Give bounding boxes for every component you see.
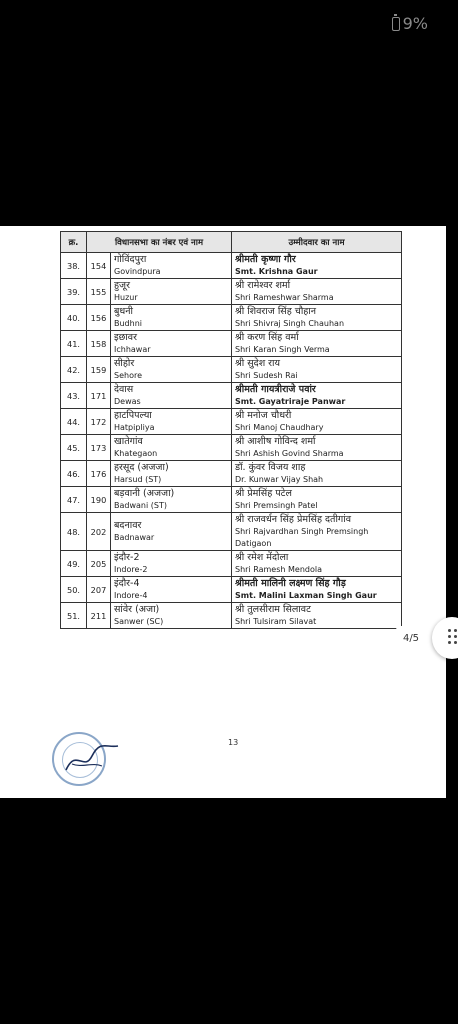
candidate-name [232, 513, 402, 551]
constituency-name [111, 551, 232, 577]
constituency-number: 155 [87, 279, 111, 305]
table-header-row [61, 232, 402, 253]
constituency-number: 211 [87, 603, 111, 629]
candidate-name-hindi: श्रीमती मालिनी लक्ष्मण सिंह गौड़ [235, 578, 346, 589]
constituency-name-hindi: खातेगांव [114, 436, 143, 447]
constituency-name-english: Sanwer (SC) [114, 617, 164, 626]
serial-number: 45. [61, 435, 87, 461]
constituency-name-hindi: सांवेर (अजा) [114, 604, 160, 615]
candidate-name-english: Shri Ashish Govind Sharma [235, 449, 344, 458]
constituency-name-hindi: हाटपिपल्या [114, 410, 152, 421]
constituency-name [111, 487, 232, 513]
page-number: 13 [228, 738, 239, 747]
candidate-name-hindi: श्री आशीष गोविन्द शर्मा [235, 436, 316, 447]
candidate-name-english: Shri Rameshwar Sharma [235, 293, 334, 302]
serial-number: 49. [61, 551, 87, 577]
constituency-name-hindi: हरसूद (अजजा) [114, 462, 169, 473]
candidate-name-english: Shri Tulsiram Silavat [235, 617, 317, 626]
candidate-name-hindi: श्री राजवर्धन सिंह प्रेमसिंह दतीगांव [235, 514, 352, 525]
constituency-name-hindi: गोविंदपुरा [114, 254, 147, 265]
battery-level: 9% [402, 14, 428, 33]
candidate-name-hindi: श्री प्रेमसिंह पटेल [235, 488, 292, 499]
constituency-name [111, 435, 232, 461]
candidate-name-hindi: श्री सुदेश राय [235, 358, 281, 369]
constituency-number: 190 [87, 487, 111, 513]
header-candidate: उम्मीदवार का नाम [232, 232, 402, 253]
constituency-name-hindi: इछावर [114, 332, 137, 343]
serial-number: 38. [61, 253, 87, 279]
candidate-name [232, 435, 402, 461]
constituency-name [111, 357, 232, 383]
constituency-name [111, 409, 232, 435]
serial-number: 51. [61, 603, 87, 629]
battery-icon [392, 17, 400, 31]
table-row [61, 383, 402, 409]
constituency-name-english: Indore-4 [114, 591, 148, 600]
candidate-name-english: Smt. Malini Laxman Singh Gaur [235, 591, 377, 600]
candidate-name [232, 383, 402, 409]
serial-number: 39. [61, 279, 87, 305]
candidate-name [232, 305, 402, 331]
constituency-number: 171 [87, 383, 111, 409]
candidate-name-english: Shri Ramesh Mendola [235, 565, 322, 574]
constituency-name-english: Huzur [114, 293, 138, 302]
table-row [61, 487, 402, 513]
candidate-name [232, 577, 402, 603]
constituency-name [111, 577, 232, 603]
serial-number: 47. [61, 487, 87, 513]
candidate-name-hindi: श्री शिवराज सिंह चौहान [235, 306, 317, 317]
document-page [0, 226, 446, 798]
grid-dots-icon [448, 629, 457, 644]
constituency-number: 205 [87, 551, 111, 577]
table-row [61, 513, 402, 551]
candidate-name-english: Shri Rajvardhan Singh Premsingh Datigaon [235, 527, 369, 548]
constituency-number: 173 [87, 435, 111, 461]
candidate-name-english: Shri Karan Singh Verma [235, 345, 330, 354]
constituency-name-hindi: हुजूर [114, 280, 130, 291]
header-constituency: विधानसभा का नंबर एवं नाम [87, 232, 232, 253]
serial-number: 43. [61, 383, 87, 409]
table-row [61, 551, 402, 577]
constituency-name-english: Hatpipliya [114, 423, 155, 432]
constituency-name-english: Govindpura [114, 267, 161, 276]
constituency-number: 159 [87, 357, 111, 383]
candidate-name-hindi: श्री रमेश मेंदोला [235, 552, 289, 563]
serial-number: 41. [61, 331, 87, 357]
serial-number: 44. [61, 409, 87, 435]
candidate-name-hindi: श्रीमती गायत्रीराजे पवांर [235, 384, 316, 395]
constituency-number: 207 [87, 577, 111, 603]
constituency-name-hindi: बड़वानी (अजजा) [114, 488, 175, 499]
constituency-name [111, 253, 232, 279]
candidate-name [232, 461, 402, 487]
constituency-name [111, 461, 232, 487]
constituency-name-english: Harsud (ST) [114, 475, 162, 484]
table-row [61, 409, 402, 435]
table-row [61, 461, 402, 487]
constituency-name [111, 383, 232, 409]
constituency-name-english: Dewas [114, 397, 141, 406]
constituency-name [111, 331, 232, 357]
table-row [61, 279, 402, 305]
constituency-number: 158 [87, 331, 111, 357]
candidate-name [232, 551, 402, 577]
candidate-name-english: Shri Manoj Chaudhary [235, 423, 324, 432]
candidate-name-hindi: श्री मनोज चौधरी [235, 410, 292, 421]
candidate-name-hindi: श्रीमती कृष्णा गौर [235, 254, 296, 265]
serial-number: 40. [61, 305, 87, 331]
candidate-name-hindi: श्री तुलसीराम सिलावट [235, 604, 311, 615]
constituency-name-english: Khategaon [114, 449, 158, 458]
candidate-name [232, 409, 402, 435]
table-row [61, 305, 402, 331]
constituency-name-hindi: सीहोर [114, 358, 135, 369]
candidate-name-english: Shri Sudesh Rai [235, 371, 298, 380]
table-row [61, 331, 402, 357]
constituency-number: 154 [87, 253, 111, 279]
constituency-name-hindi: बदनावर [114, 520, 142, 531]
constituency-number: 176 [87, 461, 111, 487]
constituency-name-hindi: इंदौर-2 [114, 552, 140, 563]
page-indicator: 4/5 [396, 626, 426, 650]
constituency-name [111, 305, 232, 331]
signature [62, 742, 122, 778]
status-bar [392, 14, 428, 33]
constituency-name-english: Badnawar [114, 533, 155, 542]
constituency-name-english: Indore-2 [114, 565, 148, 574]
candidate-name [232, 331, 402, 357]
constituency-number: 202 [87, 513, 111, 551]
serial-number: 50. [61, 577, 87, 603]
candidate-name-english: Shri Shivraj Singh Chauhan [235, 319, 345, 328]
table-row [61, 603, 402, 629]
candidate-name [232, 253, 402, 279]
table-row [61, 253, 402, 279]
constituency-number: 156 [87, 305, 111, 331]
constituency-name-hindi: इंदौर-4 [114, 578, 140, 589]
constituency-name-english: Budhni [114, 319, 142, 328]
candidate-name [232, 279, 402, 305]
constituency-name-english: Ichhawar [114, 345, 151, 354]
candidate-name [232, 603, 402, 629]
candidate-name-hindi: डॉ. कुंवर विजय शाह [235, 462, 306, 473]
candidate-name-english: Shri Premsingh Patel [235, 501, 318, 510]
candidate-name-english: Smt. Gayatriraje Panwar [235, 397, 346, 406]
candidate-name-hindi: श्री करण सिंह वर्मा [235, 332, 299, 343]
candidate-name [232, 487, 402, 513]
table-row [61, 357, 402, 383]
constituency-number: 172 [87, 409, 111, 435]
candidate-name-english: Dr. Kunwar Vijay Shah [235, 475, 324, 484]
constituency-name [111, 279, 232, 305]
serial-number: 42. [61, 357, 87, 383]
constituency-name-hindi: बुधनी [114, 306, 134, 317]
header-serial: क्र. [61, 232, 87, 253]
constituency-name-english: Sehore [114, 371, 142, 380]
candidate-name [232, 357, 402, 383]
constituency-name [111, 603, 232, 629]
candidate-name-english: Smt. Krishna Gaur [235, 267, 318, 276]
candidate-table [60, 231, 402, 629]
table-row [61, 577, 402, 603]
serial-number: 46. [61, 461, 87, 487]
constituency-name-hindi: देवास [114, 384, 134, 395]
table-row [61, 435, 402, 461]
candidate-name-hindi: श्री रामेश्वर शर्मा [235, 280, 291, 291]
serial-number: 48. [61, 513, 87, 551]
constituency-name [111, 513, 232, 551]
constituency-name-english: Badwani (ST) [114, 501, 167, 510]
